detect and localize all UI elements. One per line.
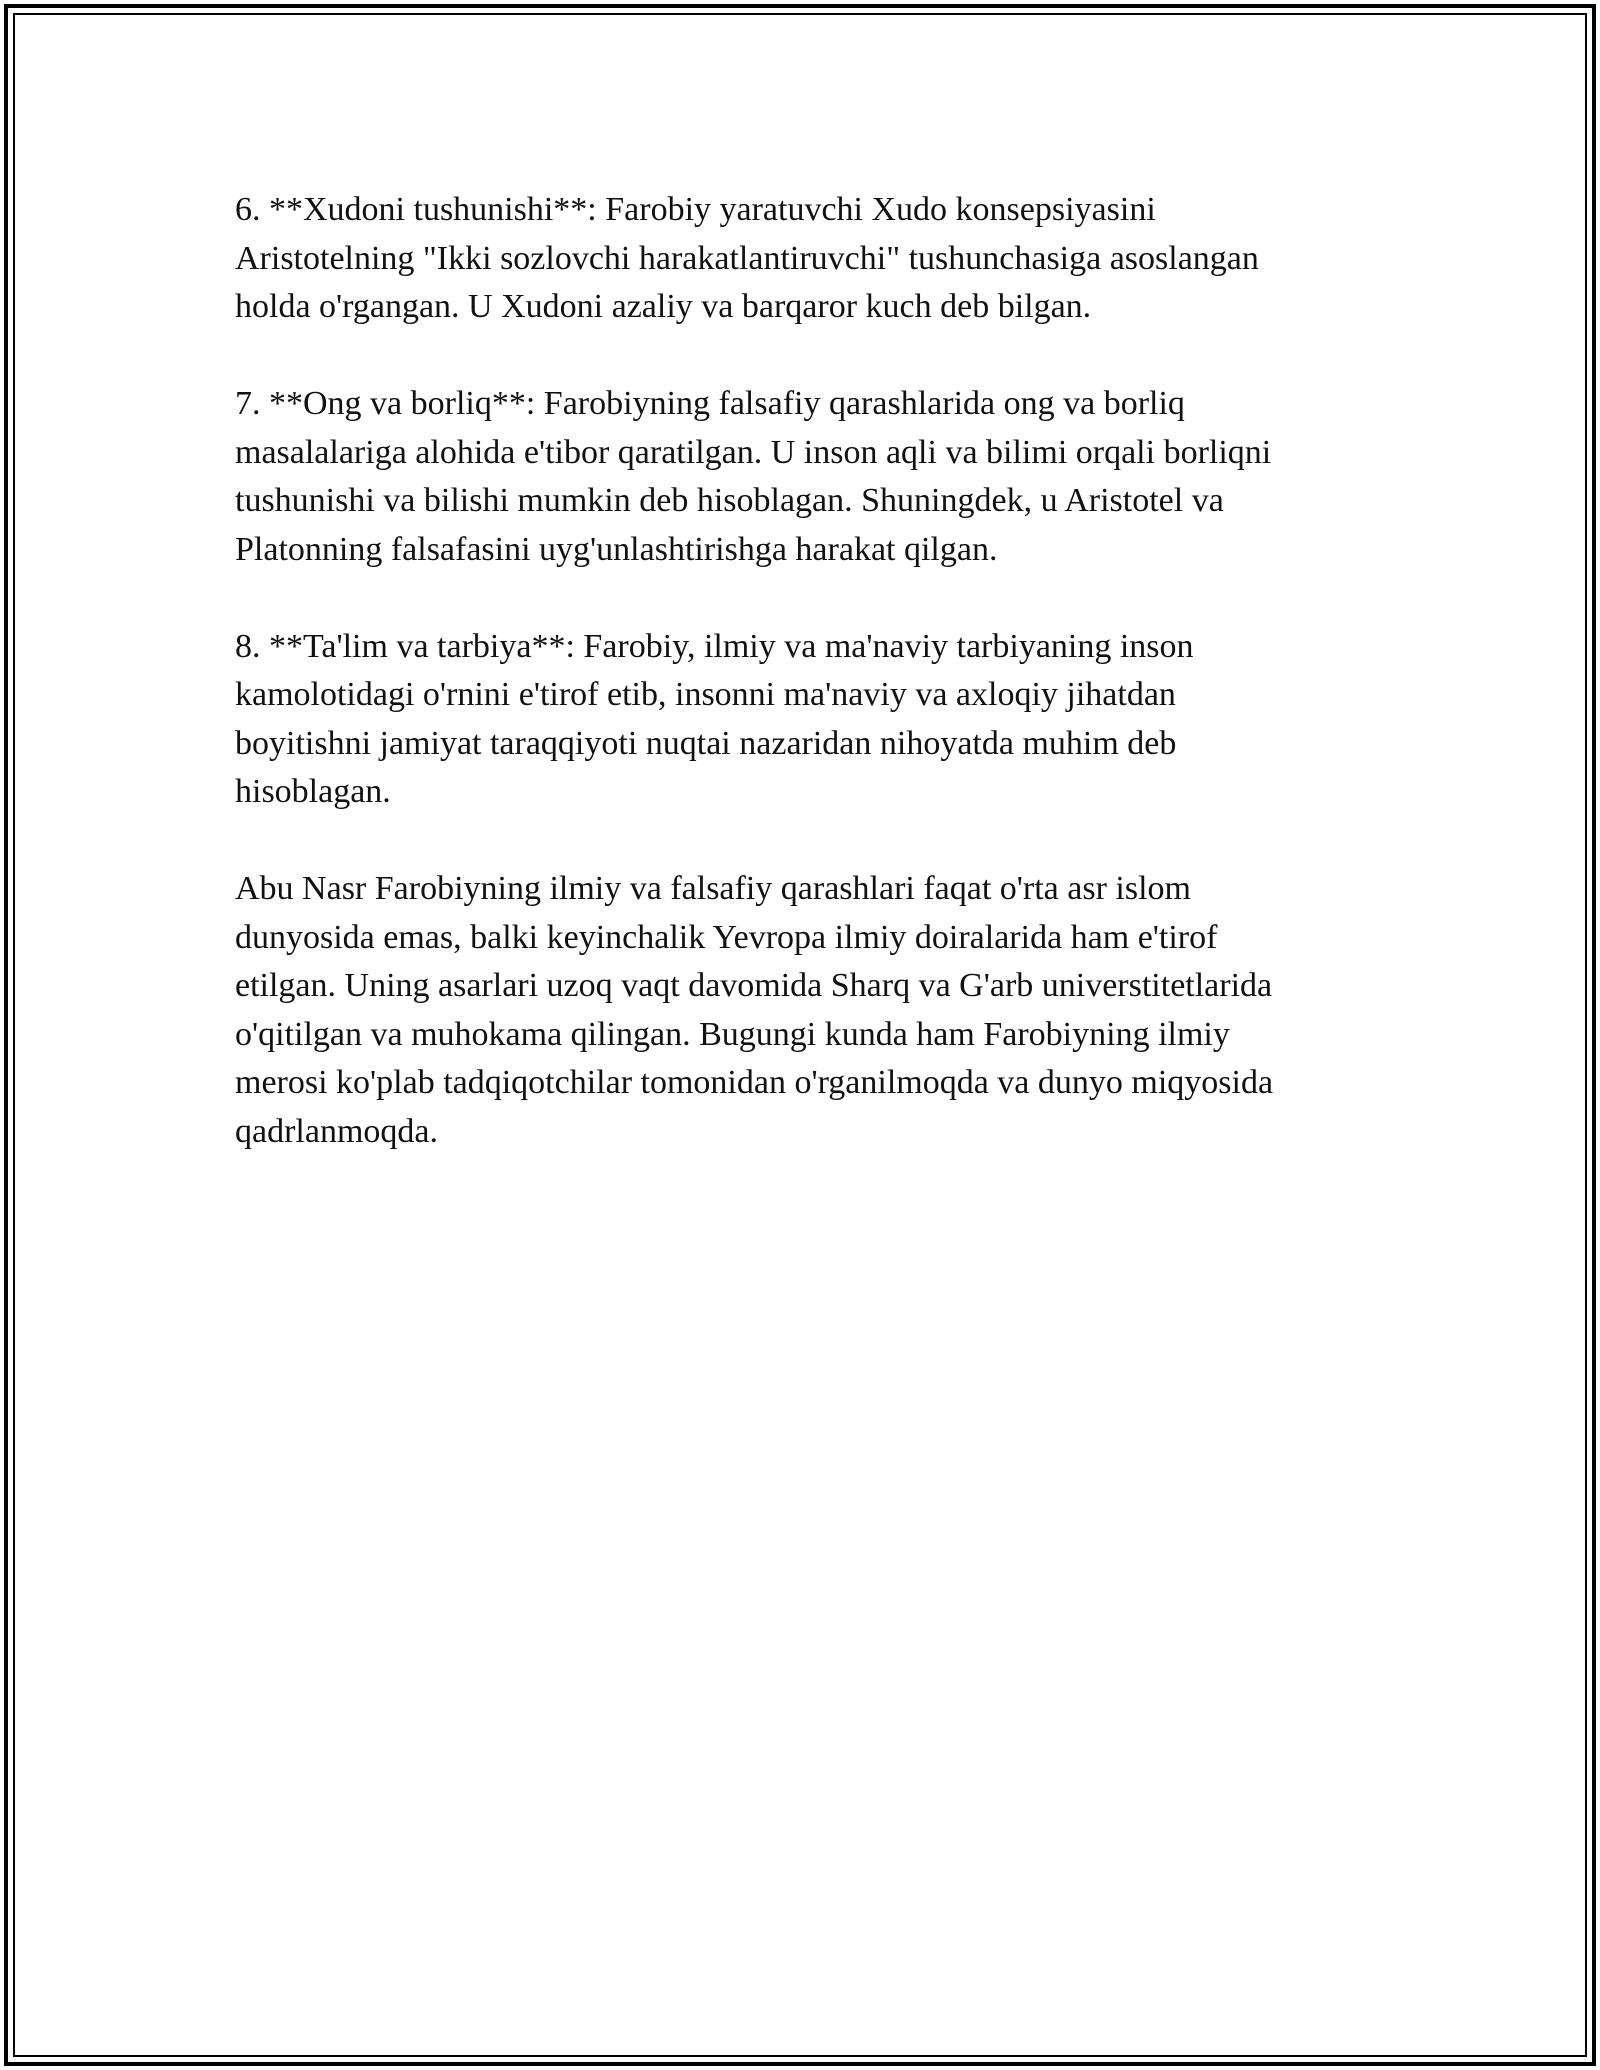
text-line: kamolotidagi o'rnini e'tirof etib, insonni ma'naviy va axloqiy jihatdan [235,676,1176,713]
text-line: etilgan. Uning asarlari uzoq vaqt davomida Sharq va G'arb universtitetlarida [235,967,1273,1004]
text-line: qadrlanmoqda. [235,1112,438,1150]
paragraph-talim-va-tarbiya [235,623,1365,817]
text-line: 6. **Xudoni tushunishi**: Farobiy yaratuvchi Xudo konsepsiyasini [235,191,1156,228]
paragraph-xudoni-tushunishi [235,186,1365,332]
text-line: 7. **Ong va borliq**: Farobiyning falsafiy qarashlarida ong va borliq [235,385,1185,422]
text-line: merosi ko'plab tadqiqotchilar tomonidan o'rganilmoqda va dunyo miqyosida [235,1064,1274,1101]
text-line: o'qitilgan va muhokama qilingan. Bugungi kunda ham Farobiyning ilmiy [235,1015,1230,1053]
text-line: dunyosida emas, balki keyinchalik Yevropa ilmiy doiralarida ham e'tirof [235,918,1218,956]
text-line: hisoblagan. [235,773,391,810]
text-line: tushunishi va bilishi mumkin deb hisoblagan. Shuningdek, u Aristotel va [235,482,1224,519]
text-line: 8. **Ta'lim va tarbiya**: Farobiy, ilmiy va ma'naviy tarbiyaning inson [235,627,1194,665]
text-line: holda o'rgangan. U Xudoni azaliy va barqaror kuch deb bilgan. [235,288,1092,325]
text-line: Platonning falsafasini uyg'unlashtirishga harakat qilgan. [235,530,998,568]
text-line: Aristotelning "Ikki sozlovchi harakatlantiruvchi" tushunchasiga asoslangan [235,239,1259,277]
text-line: Abu Nasr Farobiyning ilmiy va falsafiy qarashlari faqat o'rta asr islom [235,870,1191,907]
paragraph-conclusion [235,865,1365,1156]
document-body [235,186,1365,1205]
text-line: masalalariga alohida e'tibor qaratilgan. U inson aqli va bilimi orqali borliqni [235,433,1272,471]
paragraph-ong-va-borliq [235,380,1365,574]
text-line: boyitishni jamiyat taraqqiyoti nuqtai nazaridan nihoyatda muhim deb [235,724,1177,762]
